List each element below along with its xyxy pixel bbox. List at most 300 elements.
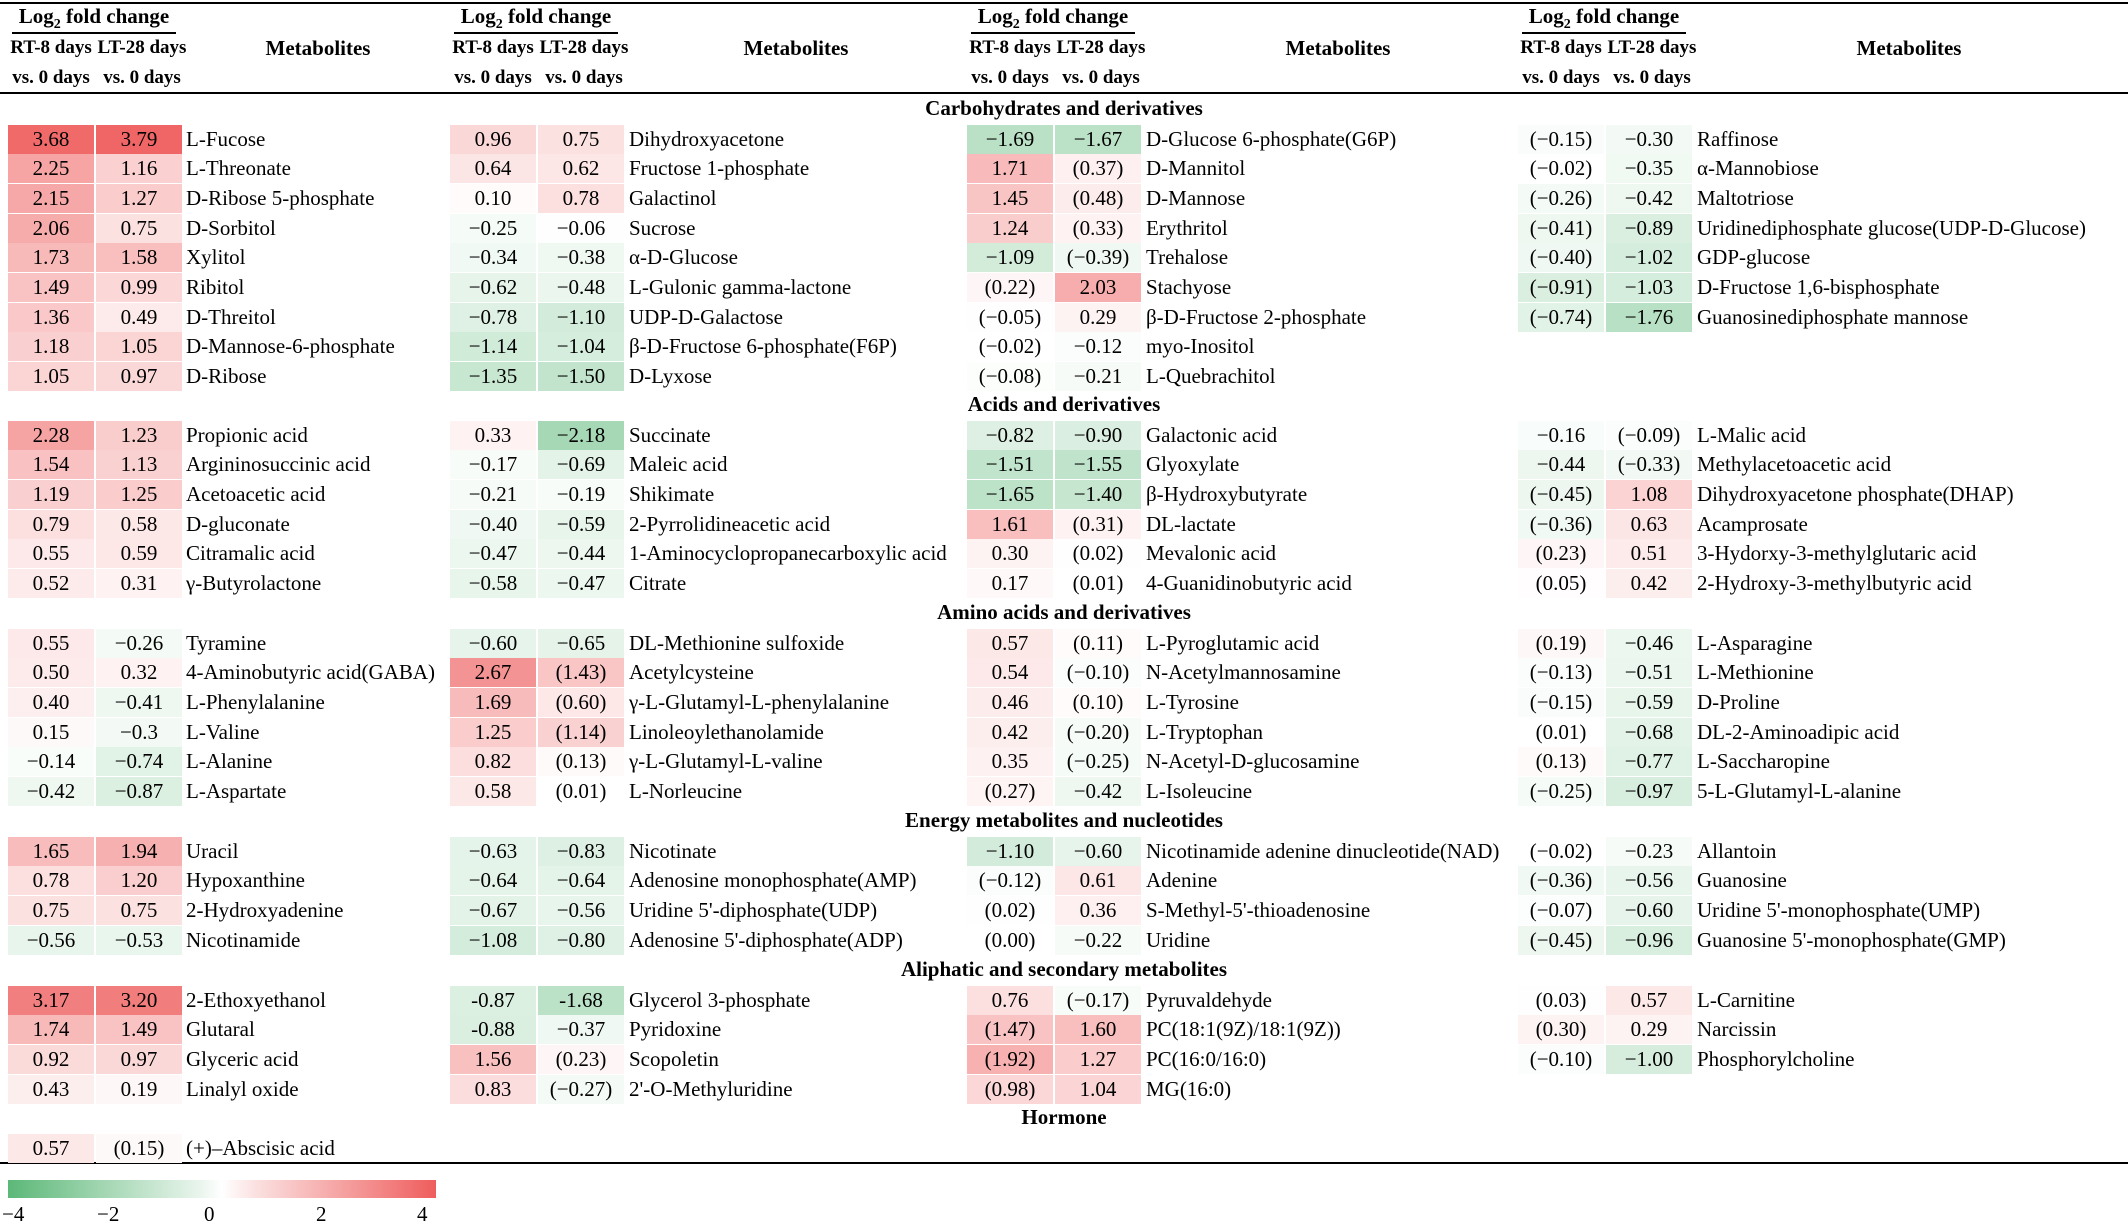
- lt-value-cell: 0.57: [1606, 986, 1692, 1015]
- metabolite-name: D-gluconate: [186, 511, 290, 536]
- lt-value-cell: 0.75: [96, 896, 182, 925]
- lt-value-cell: −2.18: [538, 421, 624, 450]
- rt-value-cell: 0.46: [967, 688, 1053, 717]
- lt-value-cell: −0.90: [1055, 421, 1141, 450]
- metabolite-name: 4-Aminobutyric acid(GABA): [186, 660, 436, 685]
- lt-value-cell: 1.58: [96, 243, 182, 272]
- lt-value-cell: 0.19: [96, 1075, 182, 1104]
- metabolite-name: Galactinol: [629, 185, 717, 210]
- metabolite-name: Ribitol: [186, 275, 245, 299]
- metabolite-name: Uridinediphosphate glucose(UDP-D-Glucose): [1697, 215, 2086, 240]
- lt-value-cell: −0.68: [1606, 718, 1692, 747]
- rt-value-cell: −0.63: [450, 837, 536, 866]
- lt-value-cell: −0.56: [1606, 866, 1692, 895]
- rt-value-cell: −0.16: [1518, 421, 1604, 450]
- rt-value-cell: (−0.25): [1518, 777, 1604, 806]
- metabolites-header: Metabolites: [1856, 36, 1962, 60]
- metabolite-name: L-Carnitine: [1697, 987, 1795, 1012]
- rt-value-cell: (−0.45): [1518, 926, 1604, 955]
- metabolite-name: N-Acetyl-D-glucosamine: [1146, 749, 1360, 774]
- rt-value-cell: −1.14: [450, 332, 536, 361]
- lt-value-cell: −1.03: [1606, 273, 1692, 302]
- metabolite-name: L-Saccharopine: [1697, 749, 1830, 774]
- metabolite-name: Galactonic acid: [1146, 422, 1278, 447]
- rt-value-cell: (0.30): [1518, 1015, 1604, 1044]
- rt-value-cell: 2.06: [8, 214, 94, 243]
- lt-value-cell: −1.50: [538, 362, 624, 391]
- lt-value-cell: −1.76: [1606, 303, 1692, 332]
- metabolite-name: Pyridoxine: [629, 1017, 722, 1042]
- rt-header: RT-8 days: [452, 37, 534, 58]
- metabolite-name: DL-lactate: [1146, 511, 1236, 536]
- rt-value-cell: 0.78: [8, 866, 94, 895]
- lt-value-cell: −1.10: [538, 303, 624, 332]
- lt-value-cell: −0.26: [96, 629, 182, 658]
- metabolite-name: Citramalic acid: [186, 541, 315, 566]
- metabolite-name: DL-Methionine sulfoxide: [629, 630, 845, 655]
- lt-value-cell: 1.60: [1055, 1015, 1141, 1044]
- lt-value-cell: −0.69: [538, 450, 624, 479]
- rt-value-cell: 1.05: [8, 362, 94, 391]
- rt-value-cell: 0.43: [8, 1075, 94, 1104]
- metabolite-name: Glyoxylate: [1146, 452, 1240, 477]
- lt-value-cell: (0.37): [1055, 154, 1141, 183]
- rt-value-cell: (−0.12): [967, 866, 1053, 895]
- rt-value-cell: (−0.05): [967, 303, 1053, 332]
- rt-value-cell: 0.30: [967, 539, 1053, 568]
- metabolite-name: L-Asparagine: [1697, 630, 1813, 655]
- rt-value-cell: 0.42: [967, 718, 1053, 747]
- rt-header-sub: vs. 0 days: [1522, 67, 1600, 88]
- rt-value-cell: −0.34: [450, 243, 536, 272]
- metabolite-name: Phosphorylcholine: [1697, 1046, 1855, 1071]
- lt-value-cell: -1.68: [538, 986, 624, 1015]
- lt-value-cell: −1.67: [1055, 125, 1141, 154]
- rt-value-cell: (−0.40): [1518, 243, 1604, 272]
- lt-value-cell: (−0.39): [1055, 243, 1141, 272]
- metabolite-name: Guanosinediphosphate mannose: [1697, 304, 1969, 329]
- lt-value-cell: 0.51: [1606, 539, 1692, 568]
- lt-value-cell: −1.02: [1606, 243, 1692, 272]
- legend-tick-label: −4: [2, 1202, 25, 1226]
- category-title: Aliphatic and secondary metabolites: [900, 957, 1228, 981]
- lt-value-cell: (0.23): [538, 1045, 624, 1074]
- metabolite-name: Glycerol 3-phosphate: [629, 987, 811, 1012]
- metabolite-name: Nicotinate: [629, 838, 717, 863]
- rt-value-cell: (−0.15): [1518, 125, 1604, 154]
- metabolite-name: L-Valine: [186, 719, 260, 744]
- rt-value-cell: 1.73: [8, 243, 94, 272]
- metabolite-name: D-Mannitol: [1146, 156, 1246, 181]
- rt-value-cell: 1.19: [8, 480, 94, 509]
- lt-value-cell: 0.59: [96, 539, 182, 568]
- metabolite-name: Argininosuccinic acid: [186, 452, 371, 477]
- metabolite-name: Uridine 5'-monophosphate(UMP): [1697, 897, 1981, 922]
- lt-value-cell: 1.08: [1606, 480, 1692, 509]
- rt-value-cell: 1.18: [8, 332, 94, 361]
- metabolite-name: Linalyl oxide: [186, 1076, 299, 1101]
- metabolite-name: Stachyose: [1146, 275, 1232, 299]
- rt-value-cell: 0.52: [8, 569, 94, 598]
- metabolite-name: 2-Ethoxyethanol: [186, 987, 326, 1012]
- lt-value-cell: 0.75: [538, 125, 624, 154]
- rt-value-cell: (−0.45): [1518, 480, 1604, 509]
- metabolite-name: Propionic acid: [186, 422, 308, 447]
- lt-value-cell: −0.59: [538, 510, 624, 539]
- rt-value-cell: (0.01): [1518, 718, 1604, 747]
- rt-value-cell: 0.57: [8, 1134, 94, 1163]
- rt-value-cell: 1.45: [967, 184, 1053, 213]
- lt-value-cell: (1.43): [538, 658, 624, 687]
- rt-value-cell: 0.54: [967, 658, 1053, 687]
- lt-value-cell: (0.02): [1055, 539, 1141, 568]
- lt-value-cell: (0.48): [1055, 184, 1141, 213]
- rt-value-cell: 1.65: [8, 837, 94, 866]
- metabolite-name: α-Mannobiose: [1697, 156, 1819, 181]
- rt-value-cell: 1.25: [450, 718, 536, 747]
- rt-header: RT-8 days: [10, 37, 92, 58]
- lt-value-cell: (−0.27): [538, 1075, 624, 1104]
- metabolite-name: Uracil: [186, 838, 239, 863]
- metabolite-name: Maleic acid: [629, 452, 728, 477]
- rt-value-cell: −0.44: [1518, 450, 1604, 479]
- rt-value-cell: 0.79: [8, 510, 94, 539]
- metabolite-name: Succinate: [629, 422, 711, 447]
- metabolite-name: D-Sorbitol: [186, 215, 276, 240]
- rt-value-cell: 0.50: [8, 658, 94, 687]
- lt-header-sub: vs. 0 days: [1613, 67, 1691, 88]
- metabolite-name: D-Ribose 5-phosphate: [186, 185, 375, 210]
- metabolite-name: D-Proline: [1697, 689, 1780, 714]
- rt-value-cell: 0.15: [8, 718, 94, 747]
- metabolite-name: Adenine: [1146, 868, 1218, 893]
- lt-value-cell: 0.97: [96, 362, 182, 391]
- lt-value-cell: −0.65: [538, 629, 624, 658]
- lt-value-cell: −1.55: [1055, 450, 1141, 479]
- metabolite-name: Allantoin: [1697, 838, 1777, 863]
- metabolite-name: S-Methyl-5'-thioadenosine: [1146, 897, 1371, 922]
- lt-value-cell: −0.46: [1606, 629, 1692, 658]
- lt-value-cell: 0.31: [96, 569, 182, 598]
- metabolite-name: Methylacetoacetic acid: [1697, 452, 1892, 477]
- category-title: Hormone: [1021, 1105, 1107, 1129]
- metabolite-name: L-Tyrosine: [1146, 689, 1240, 714]
- lt-header: LT-28 days: [1607, 37, 1697, 58]
- metabolite-name: Acetoacetic acid: [186, 481, 326, 506]
- metabolite-name: GDP-glucose: [1697, 245, 1811, 270]
- metabolite-name: Fructose 1-phosphate: [629, 156, 810, 181]
- lt-value-cell: (0.31): [1055, 510, 1141, 539]
- legend-tick-label: 2: [316, 1202, 327, 1226]
- rt-value-cell: (0.98): [967, 1075, 1053, 1104]
- rt-value-cell: −0.56: [8, 926, 94, 955]
- lt-value-cell: 2.03: [1055, 273, 1141, 302]
- lt-value-cell: −1.40: [1055, 480, 1141, 509]
- category-title: Carbohydrates and derivatives: [925, 96, 1203, 120]
- metabolite-name: α-D-Glucose: [629, 245, 738, 270]
- rt-value-cell: −0.62: [450, 273, 536, 302]
- metabolite-name: L-Phenylalanine: [186, 689, 325, 714]
- lt-header: LT-28 days: [539, 37, 629, 58]
- metabolite-name: D-Glucose 6-phosphate(G6P): [1146, 126, 1397, 151]
- rt-value-cell: (−0.36): [1518, 866, 1604, 895]
- lt-value-cell: −0.77: [1606, 747, 1692, 776]
- lt-value-cell: 1.94: [96, 837, 182, 866]
- rt-value-cell: −0.21: [450, 480, 536, 509]
- metabolite-name: D-Threitol: [186, 304, 276, 329]
- rt-value-cell: (0.27): [967, 777, 1053, 806]
- metabolite-name: Tyramine: [186, 630, 267, 655]
- rt-value-cell: (0.03): [1518, 986, 1604, 1015]
- rt-value-cell: (1.47): [967, 1015, 1053, 1044]
- rt-value-cell: (0.05): [1518, 569, 1604, 598]
- lt-value-cell: 1.49: [96, 1015, 182, 1044]
- lt-value-cell: 1.27: [96, 184, 182, 213]
- lt-value-cell: −0.74: [96, 747, 182, 776]
- lt-value-cell: 0.29: [1606, 1015, 1692, 1044]
- rt-value-cell: −0.47: [450, 539, 536, 568]
- color-scale-legend: [8, 1180, 436, 1198]
- lt-value-cell: (0.10): [1055, 688, 1141, 717]
- rt-value-cell: 3.17: [8, 986, 94, 1015]
- metabolite-name: Narcissin: [1697, 1017, 1777, 1042]
- lt-header-sub: vs. 0 days: [545, 67, 623, 88]
- lt-value-cell: −0.47: [538, 569, 624, 598]
- rt-header: RT-8 days: [1520, 37, 1602, 58]
- metabolite-name: L-Tryptophan: [1146, 719, 1264, 744]
- metabolite-name: Pyruvaldehyde: [1146, 987, 1272, 1012]
- rt-value-cell: 0.40: [8, 688, 94, 717]
- rt-value-cell: −1.35: [450, 362, 536, 391]
- rt-value-cell: 1.61: [967, 510, 1053, 539]
- metabolite-name: Nicotinamide adenine dinucleotide(NAD): [1146, 838, 1500, 863]
- rt-value-cell: (1.92): [967, 1045, 1053, 1074]
- metabolite-name: MG(16:0): [1146, 1076, 1232, 1101]
- metabolite-name: 2-Hydroxyadenine: [186, 897, 344, 922]
- metabolite-name: L-Methionine: [1697, 660, 1814, 685]
- rt-value-cell: -0.88: [450, 1015, 536, 1044]
- rt-value-cell: 1.69: [450, 688, 536, 717]
- rt-value-cell: 0.64: [450, 154, 536, 183]
- lt-value-cell: −0.3: [96, 718, 182, 747]
- lt-value-cell: 0.99: [96, 273, 182, 302]
- rt-value-cell: -0.87: [450, 986, 536, 1015]
- rt-value-cell: 0.10: [450, 184, 536, 213]
- lt-value-cell: 1.16: [96, 154, 182, 183]
- lt-value-cell: 1.04: [1055, 1075, 1141, 1104]
- lt-value-cell: −0.12: [1055, 332, 1141, 361]
- rt-value-cell: (−0.07): [1518, 896, 1604, 925]
- category-title: Energy metabolites and nucleotides: [905, 808, 1223, 832]
- rt-value-cell: −0.42: [8, 777, 94, 806]
- metabolite-name: Trehalose: [1146, 245, 1229, 270]
- metabolite-name: Sucrose: [629, 215, 696, 240]
- rt-value-cell: 0.83: [450, 1075, 536, 1104]
- lt-value-cell: (0.33): [1055, 214, 1141, 243]
- rt-value-cell: (0.19): [1518, 629, 1604, 658]
- lt-value-cell: −0.38: [538, 243, 624, 272]
- rt-value-cell: 0.58: [450, 777, 536, 806]
- metabolite-name: Guanosine: [1697, 868, 1787, 893]
- lt-value-cell: 3.79: [96, 125, 182, 154]
- lt-value-cell: −0.56: [538, 896, 624, 925]
- lt-value-cell: (0.60): [538, 688, 624, 717]
- rt-value-cell: −1.65: [967, 480, 1053, 509]
- metabolite-name: Guanosine 5'-monophosphate(GMP): [1697, 927, 2006, 952]
- rt-value-cell: 1.36: [8, 303, 94, 332]
- rt-value-cell: −0.14: [8, 747, 94, 776]
- rt-value-cell: (−0.15): [1518, 688, 1604, 717]
- metabolite-name: Mevalonic acid: [1146, 541, 1277, 566]
- lt-value-cell: −0.23: [1606, 837, 1692, 866]
- rt-header-sub: vs. 0 days: [971, 67, 1049, 88]
- lt-value-cell: 0.97: [96, 1045, 182, 1074]
- metabolite-name: L-Isoleucine: [1146, 779, 1253, 803]
- rt-value-cell: (−0.41): [1518, 214, 1604, 243]
- rt-value-cell: (−0.13): [1518, 658, 1604, 687]
- lt-value-cell: −0.53: [96, 926, 182, 955]
- rt-value-cell: −0.40: [450, 510, 536, 539]
- rt-value-cell: (−0.74): [1518, 303, 1604, 332]
- metabolites-header: Metabolites: [265, 36, 371, 60]
- metabolite-name: L-Malic acid: [1697, 422, 1807, 447]
- lt-value-cell: (0.15): [96, 1134, 182, 1163]
- category-title: Amino acids and derivatives: [937, 600, 1191, 624]
- legend-tick-label: 0: [204, 1202, 215, 1226]
- metabolite-name: 3-Hydorxy-3-methylglutaric acid: [1697, 541, 1977, 566]
- metabolite-name: Erythritol: [1146, 215, 1228, 240]
- lt-value-cell: −0.22: [1055, 926, 1141, 955]
- lt-value-cell: (−0.33): [1606, 450, 1692, 479]
- metabolite-name: Nicotinamide: [186, 927, 301, 952]
- rt-value-cell: −0.58: [450, 569, 536, 598]
- lt-value-cell: 0.49: [96, 303, 182, 332]
- metabolite-name: L-Gulonic gamma-lactone: [629, 275, 852, 299]
- rt-value-cell: 0.92: [8, 1045, 94, 1074]
- rt-value-cell: −0.64: [450, 866, 536, 895]
- rt-value-cell: 0.33: [450, 421, 536, 450]
- rt-value-cell: 1.74: [8, 1015, 94, 1044]
- lt-value-cell: 1.20: [96, 866, 182, 895]
- lt-value-cell: −0.44: [538, 539, 624, 568]
- metabolite-name: Uridine: [1146, 927, 1211, 952]
- metabolite-name: L-Quebrachitol: [1146, 364, 1276, 389]
- metabolite-name: γ-L-Glutamyl-L-phenylalanine: [629, 689, 890, 714]
- metabolite-name: PC(18:1(9Z)/18:1(9Z)): [1146, 1017, 1341, 1042]
- lt-value-cell: (−0.25): [1055, 747, 1141, 776]
- lt-value-cell: −0.60: [1055, 837, 1141, 866]
- metabolite-name: β-D-Fructose 2-phosphate: [1146, 304, 1367, 329]
- lt-value-cell: −0.06: [538, 214, 624, 243]
- rt-value-cell: −1.10: [967, 837, 1053, 866]
- rt-value-cell: (0.22): [967, 273, 1053, 302]
- metabolite-name: D-Ribose: [186, 364, 267, 389]
- metabolite-name: 2-Pyrrolidineacetic acid: [629, 511, 831, 536]
- metabolite-name: myo-Inositol: [1146, 334, 1255, 359]
- fold-change-header: Log$_2$ fold change: [18, 4, 170, 33]
- metabolite-name: D-Lyxose: [629, 364, 712, 389]
- metabolite-name: Linoleoylethanolamide: [629, 719, 824, 744]
- lt-value-cell: −0.30: [1606, 125, 1692, 154]
- metabolite-name: Acamprosate: [1697, 511, 1808, 536]
- rt-header-sub: vs. 0 days: [12, 67, 90, 88]
- rt-value-cell: 1.24: [967, 214, 1053, 243]
- rt-value-cell: −0.67: [450, 896, 536, 925]
- fold-change-header: Log$_2$ fold change: [1528, 4, 1680, 33]
- lt-header: LT-28 days: [97, 37, 187, 58]
- lt-value-cell: −0.97: [1606, 777, 1692, 806]
- lt-value-cell: 0.29: [1055, 303, 1141, 332]
- metabolite-name: 4-Guanidinobutyric acid: [1146, 571, 1352, 595]
- metabolite-name: Xylitol: [186, 245, 246, 270]
- rt-value-cell: 1.49: [8, 273, 94, 302]
- metabolite-name: β-D-Fructose 6-phosphate(F6P): [629, 334, 897, 359]
- category-title: Acids and derivatives: [967, 392, 1161, 416]
- rt-value-cell: 0.35: [967, 747, 1053, 776]
- lt-value-cell: 0.61: [1055, 866, 1141, 895]
- rt-value-cell: (−0.26): [1518, 184, 1604, 213]
- rt-value-cell: 2.28: [8, 421, 94, 450]
- metabolite-name: Adenosine 5'-diphosphate(ADP): [629, 927, 903, 952]
- rt-value-cell: 0.96: [450, 125, 536, 154]
- rt-value-cell: −0.17: [450, 450, 536, 479]
- metabolite-name: 1-Aminocyclopropanecarboxylic acid: [629, 541, 947, 566]
- rt-value-cell: (−0.02): [967, 332, 1053, 361]
- rt-value-cell: 0.55: [8, 629, 94, 658]
- metabolite-name: 5-L-Glutamyl-L-alanine: [1697, 779, 1902, 803]
- lt-value-cell: 1.27: [1055, 1045, 1141, 1074]
- lt-value-cell: −0.51: [1606, 658, 1692, 687]
- lt-value-cell: (0.01): [1055, 569, 1141, 598]
- lt-value-cell: −0.89: [1606, 214, 1692, 243]
- lt-value-cell: (−0.09): [1606, 421, 1692, 450]
- lt-value-cell: 1.05: [96, 332, 182, 361]
- lt-value-cell: 0.63: [1606, 510, 1692, 539]
- lt-header-sub: vs. 0 days: [1062, 67, 1140, 88]
- lt-value-cell: 0.58: [96, 510, 182, 539]
- metabolites-header: Metabolites: [743, 36, 849, 60]
- rt-value-cell: −0.82: [967, 421, 1053, 450]
- lt-value-cell: −0.87: [96, 777, 182, 806]
- rt-value-cell: 0.57: [967, 629, 1053, 658]
- lt-value-cell: 0.78: [538, 184, 624, 213]
- legend-tick-label: −2: [97, 1202, 120, 1226]
- rt-value-cell: 2.25: [8, 154, 94, 183]
- lt-value-cell: −0.59: [1606, 688, 1692, 717]
- metabolite-name: D-Mannose: [1146, 185, 1246, 210]
- rt-value-cell: (0.02): [967, 896, 1053, 925]
- rt-value-cell: −1.69: [967, 125, 1053, 154]
- rt-value-cell: (0.13): [1518, 747, 1604, 776]
- lt-value-cell: −0.37: [538, 1015, 624, 1044]
- metabolite-name: Citrate: [629, 571, 687, 595]
- lt-header-sub: vs. 0 days: [103, 67, 181, 88]
- metabolite-name: 2-Hydroxy-3-methylbutyric acid: [1697, 571, 1972, 595]
- lt-value-cell: 0.75: [96, 214, 182, 243]
- metabolite-name: L-Norleucine: [629, 779, 743, 803]
- rt-value-cell: 1.56: [450, 1045, 536, 1074]
- metabolite-name: Uridine 5'-diphosphate(UDP): [629, 897, 878, 922]
- rt-value-cell: (0.00): [967, 926, 1053, 955]
- rt-value-cell: −1.51: [967, 450, 1053, 479]
- lt-value-cell: −0.42: [1055, 777, 1141, 806]
- metabolite-name: Adenosine monophosphate(AMP): [629, 868, 917, 893]
- lt-value-cell: 3.20: [96, 986, 182, 1015]
- metabolite-name: Dihydroxyacetone phosphate(DHAP): [1697, 481, 2014, 506]
- lt-value-cell: 1.23: [96, 421, 182, 450]
- lt-value-cell: 0.62: [538, 154, 624, 183]
- metabolite-name: L-Pyroglutamic acid: [1146, 630, 1320, 655]
